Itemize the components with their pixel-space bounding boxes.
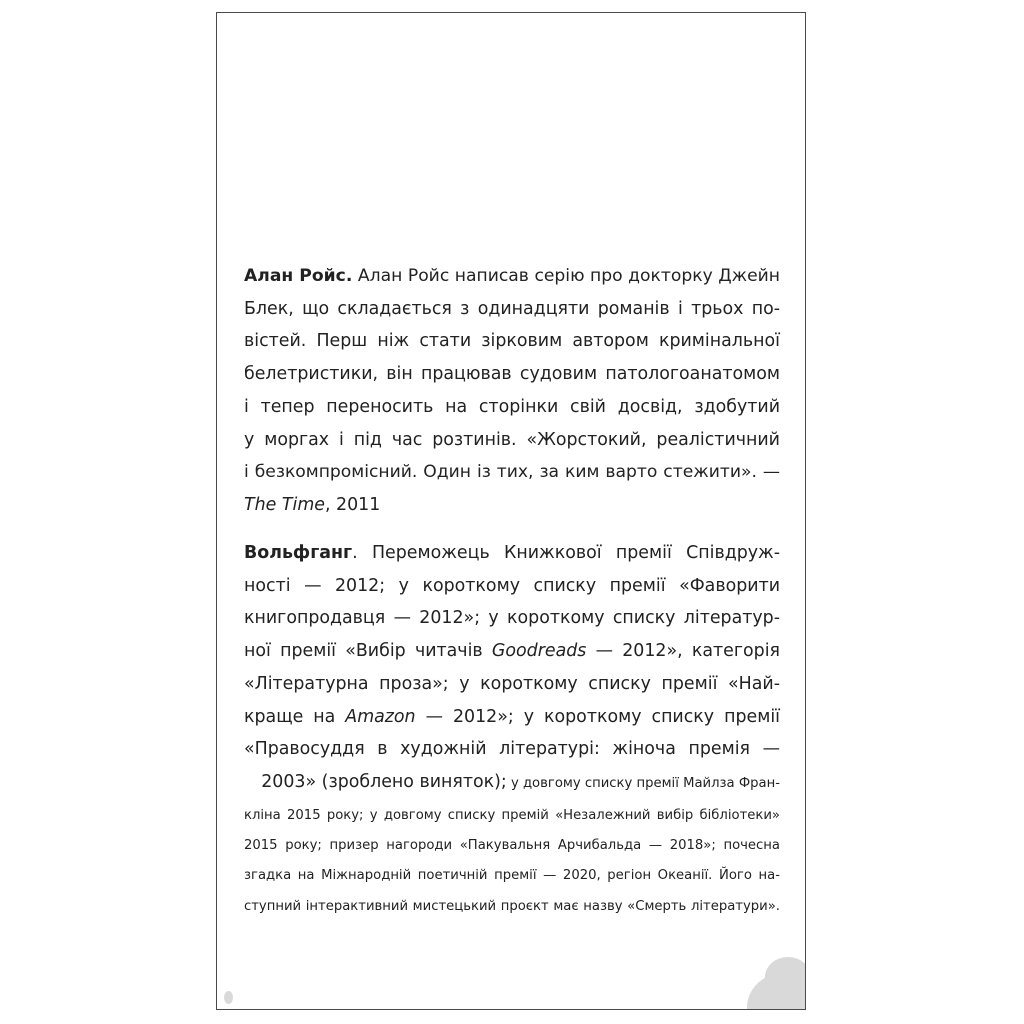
text-line: книгопродавця — 2012»; у короткому списку літератур- <box>244 608 780 629</box>
quote-source: The Time <box>244 494 325 515</box>
text-line: ступний інтерактивний мистецький проєкт має назву «Смерть літератури». <box>244 898 780 914</box>
text-line: The Time, 2011 <box>244 494 381 515</box>
page-smudge <box>224 991 233 1004</box>
author-bio-royce <box>244 260 780 522</box>
text-line: 2015 року; призер нагороди «Пакувальня Арчибальда — 2018»; почесна <box>244 837 780 853</box>
book-page <box>216 12 806 1010</box>
bio-paragraph <box>244 260 780 522</box>
text-line: і тепер переносить на сторінки свій досвід, здобутий <box>244 396 780 417</box>
bio-paragraph-small <box>244 801 780 922</box>
text-line: ності — 2012; у короткому списку премії «Фаворити <box>244 575 780 596</box>
text-line: Блек, що складається з одинадцяти романів і трьох по- <box>244 298 780 319</box>
text-line: вістей. Перш ніж стати зірковим автором кримінальної <box>244 331 780 352</box>
text-line: у моргах і під час розтинів. «Жорстокий, реалістичний <box>244 429 780 450</box>
text-line: «Літературна проза»; у короткому списку премії «Най- <box>244 673 780 694</box>
bio-paragraph <box>244 537 780 801</box>
author-name: Вольфганг <box>244 543 353 563</box>
author-bio-wolfgang <box>244 537 780 922</box>
text-line: краще на Amazon — 2012»; у короткому списку премії <box>244 706 780 727</box>
page-smudge <box>765 957 806 997</box>
text-line: Алан Ройс. Алан Ройс написав серію про докторку Джейн <box>244 266 781 286</box>
text-line: згадка на Міжнародній поетичній премії — 2020, регіон Океанії. Його на- <box>244 868 780 884</box>
text-line: «Правосуддя в художній літературі: жіноча премія — <box>244 739 780 760</box>
author-name: Алан Ройс. <box>244 266 353 286</box>
text-line: 2003» (зроблено виняток); у довгому списку премії Майлза Фран- <box>261 771 780 792</box>
shrinking-text: у довгому списку премії Майлза Фран- <box>506 775 780 791</box>
text-line: кліна 2015 року; у довгому списку премій «Незалежний вибір бібліотеки» <box>244 807 780 823</box>
text-line: Вольфганг. Переможець Книжкової премії Співдруж- <box>244 543 780 563</box>
text-line: ної премії «Вибір читачів Goodreads — 2012», категорія <box>244 641 780 662</box>
text-line: белетристики, він працював судовим патологоанатомом <box>244 364 780 385</box>
text-line: і безкомпромісний. Один із тих, за ким варто стежити». — <box>244 462 780 483</box>
